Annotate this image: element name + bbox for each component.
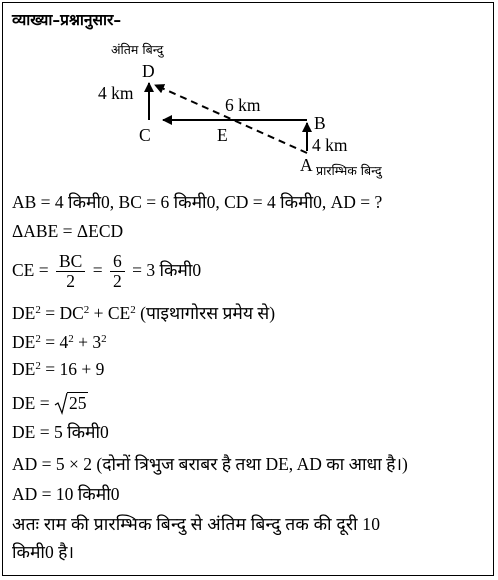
given-line: AB = 4 किमी0, BC = 6 किमी0, CD = 4 किमी0, AD = ? <box>12 192 383 212</box>
fraction-denominator: 2 <box>66 271 76 292</box>
squares-line <box>12 332 107 352</box>
fraction-numerator: 6 <box>110 252 125 272</box>
conclusion-line-1: अतः राम की प्रारम्भिक बिन्दु से अंतिम बिन्दु तक की दूरी 10 <box>12 514 381 534</box>
distance-bc-label: 6 km <box>225 95 261 115</box>
de-value-line: DE = 5 किमी0 <box>12 422 109 442</box>
path-diagram <box>3 3 493 193</box>
point-a-label: A <box>300 155 313 175</box>
square-root <box>54 393 89 413</box>
exponent: 2 <box>101 333 107 345</box>
radicand: 25 <box>68 393 87 413</box>
ce-equals: = <box>92 260 103 280</box>
term: DE <box>12 332 36 352</box>
exponent: 2 <box>35 304 41 316</box>
term: = 4 <box>40 332 69 352</box>
similar-triangles-line: ΔABE = ΔECD <box>12 221 124 241</box>
exponent: 2 <box>68 333 74 345</box>
solution-box <box>2 2 494 576</box>
sum-line <box>12 359 104 379</box>
exponent: 2 <box>130 304 136 316</box>
root-lhs: DE = <box>12 393 50 413</box>
radical-sign-icon <box>54 391 68 415</box>
term: = 16 + 9 <box>40 359 105 379</box>
conclusion-line-2: किमी0 है। <box>12 542 75 562</box>
exponent: 2 <box>35 333 41 345</box>
end-point-label: अंतिम बिन्दु <box>111 42 164 57</box>
pythagoras-line <box>12 303 275 323</box>
fraction-6-over-2 <box>110 252 125 291</box>
point-d-label: D <box>142 61 155 81</box>
point-b-label: B <box>314 113 326 133</box>
fraction-bc-over-2 <box>56 252 85 291</box>
ce-lhs: CE = <box>12 260 49 280</box>
fraction-denominator: 2 <box>112 271 122 292</box>
distance-ab-label: 4 km <box>312 135 348 155</box>
term: = DC <box>40 303 84 323</box>
ad-value-line: AD = 10 किमी0 <box>12 484 120 504</box>
ce-rhs: = 3 किमी0 <box>132 260 202 280</box>
term: (पाइथागोरस प्रमेय से) <box>135 303 276 323</box>
point-e-label: E <box>217 125 228 145</box>
ce-line <box>12 248 201 292</box>
term: DE <box>12 359 36 379</box>
term: + CE <box>89 303 131 323</box>
term: DE <box>12 303 36 323</box>
distance-cd-label: 4 km <box>98 83 134 103</box>
term: + 3 <box>73 332 102 352</box>
ad-calculation-line: AD = 5 × 2 (दोनों त्रिभुज बराबर है तथा DE, AD का आधा है।) <box>12 454 408 474</box>
exponent: 2 <box>35 360 41 372</box>
root-line <box>12 393 88 413</box>
point-c-label: C <box>139 125 151 145</box>
start-point-label: प्रारम्भिक बिन्दु <box>316 163 382 178</box>
fraction-numerator: BC <box>56 252 85 272</box>
solution-title: व्याख्या–प्रश्नानुसार– <box>12 11 122 29</box>
exponent: 2 <box>83 304 90 316</box>
